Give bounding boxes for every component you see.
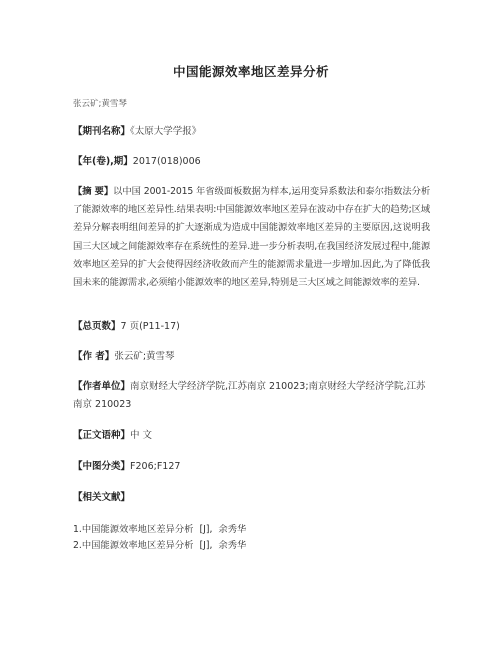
field-label: 【作 者】 — [73, 351, 115, 362]
related-list — [73, 522, 430, 554]
related-number: 1. — [73, 524, 82, 535]
related-item[interactable] — [73, 522, 430, 538]
field-value: 南京财经大学经济学院,江苏南京 210023;南京财经大学经济学院,江苏南京 210023 — [73, 381, 426, 410]
field-value: 张云矿;黄雪琴 — [114, 351, 175, 362]
field-label: 【年(卷),期】 — [73, 156, 133, 167]
related-type: [J], — [199, 540, 213, 551]
field-value: 7 页(P11-17) — [120, 321, 180, 332]
related-author: 余秀华 — [218, 540, 247, 551]
field-abstract — [73, 183, 430, 292]
document-title: 中国能源效率地区差异分析 — [172, 64, 329, 79]
authors-line: 张云矿;黄雪琴 — [73, 99, 127, 109]
field-label: 【总页数】 — [73, 321, 121, 332]
field-volume-issue — [73, 153, 430, 171]
abstract-text: 以中国 2001-2015 年省级面板数据为样本,运用变异系数法和泰尔指数法分析了能源效率的地区差异性.结果表明:中国能源效率地区差异在波动中存在扩大的趋势;区域差异分解表明组间差异的扩大逐渐成为造成中国能源效率地区差异的主要原因,这说明我国三大区域之间能源效率存在系统性的差异.进一步分析表明,在我国经济发展过程中,能源效率地区差异的扩大会使得因经济收敛而产生的能源需求量进一步增加.因此,为了降低我国未来的能源需求,必须缩小能源效率的地区差异,特别是三大区域之间能源效率的差异. — [73, 186, 430, 289]
field-label: 【相关文献】 — [73, 492, 131, 503]
related-item[interactable] — [73, 538, 430, 554]
field-classification — [73, 458, 430, 476]
field-value: F206;F127 — [130, 461, 181, 472]
field-journal-name — [73, 123, 430, 141]
related-title[interactable]: 中国能源效率地区差异分析 — [81, 540, 194, 551]
field-label: 【摘 要】 — [73, 186, 114, 197]
field-related-literature — [73, 489, 430, 507]
field-language — [73, 427, 430, 445]
field-author-affiliation — [73, 378, 430, 414]
related-type: [J], — [199, 524, 213, 535]
related-author: 余秀华 — [218, 524, 247, 535]
field-value: 《太原大学学报》 — [130, 126, 202, 137]
related-number: 2. — [73, 540, 82, 551]
field-total-pages — [73, 318, 430, 336]
field-label: 【作者单位】 — [73, 381, 131, 392]
field-label: 【中图分类】 — [73, 461, 131, 472]
field-value: 中 文 — [130, 430, 153, 441]
field-authors — [73, 348, 430, 366]
field-value: 2017(018)006 — [132, 156, 201, 167]
field-label: 【期刊名称】 — [73, 126, 131, 137]
field-label: 【正文语种】 — [73, 430, 131, 441]
related-title[interactable]: 中国能源效率地区差异分析 — [81, 524, 194, 535]
